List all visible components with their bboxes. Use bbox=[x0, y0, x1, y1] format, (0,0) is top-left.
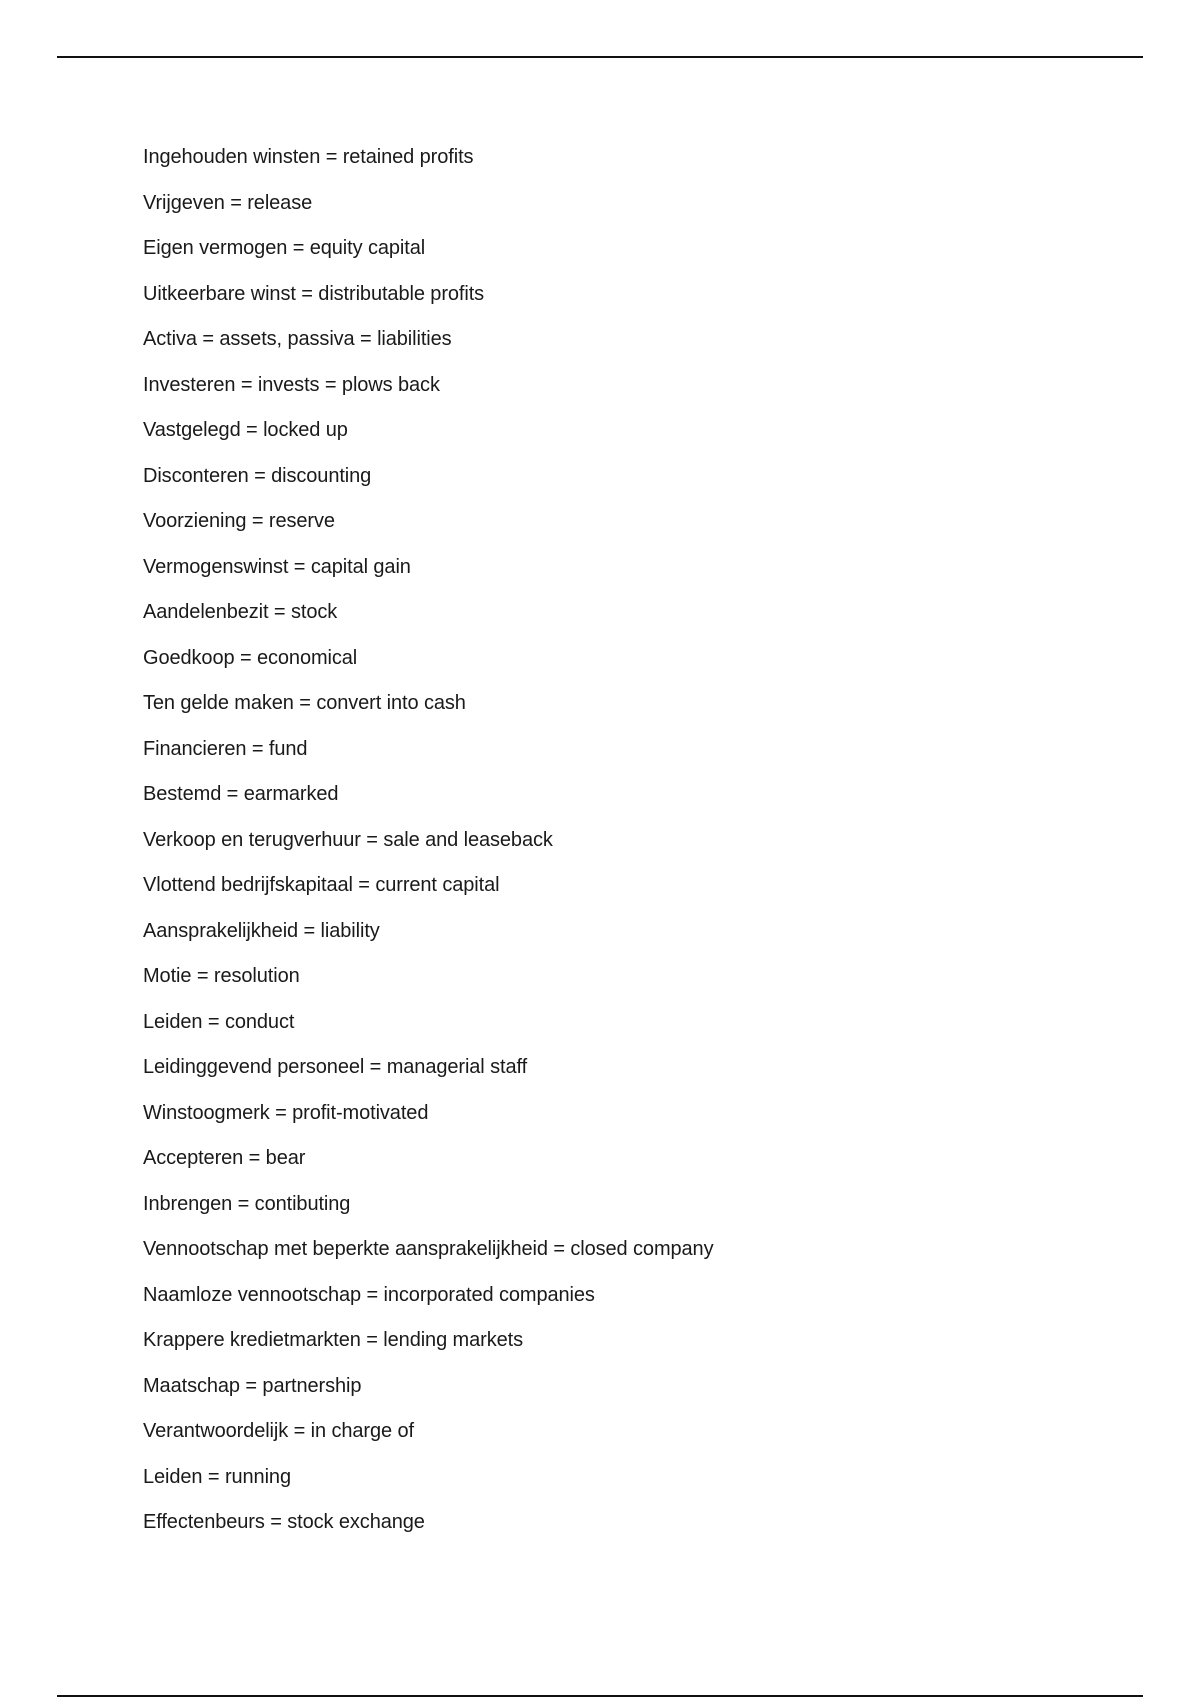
footer-rule bbox=[57, 1695, 1143, 1697]
glossary-entry: Vermogenswinst = capital gain bbox=[143, 555, 411, 578]
header-rule bbox=[57, 56, 1143, 58]
glossary-entry: Eigen vermogen = equity capital bbox=[143, 237, 426, 259]
glossary-entry: Investeren = invests = plows back bbox=[143, 373, 440, 396]
glossary-entry: Disconteren = discounting bbox=[143, 464, 372, 487]
glossary-entry: Bestemd = earmarked bbox=[143, 783, 339, 805]
glossary-entry: Voorziening = reserve bbox=[143, 510, 335, 532]
glossary-entry: Vastgelegd = locked up bbox=[143, 419, 348, 441]
glossary-entry: Accepteren = bear bbox=[143, 1147, 306, 1169]
glossary-entry: Activa = assets, passiva = liabilities bbox=[143, 328, 452, 350]
glossary-entry: Leidinggevend personeel = managerial staff bbox=[143, 1056, 528, 1078]
glossary-entry: Vlottend bedrijfskapitaal = current capital bbox=[143, 874, 500, 896]
glossary-entry: Naamloze vennootschap = incorporated companies bbox=[143, 1283, 595, 1306]
glossary-entry: Leiden = running bbox=[143, 1465, 291, 1488]
glossary-entry: Goedkoop = economical bbox=[143, 646, 358, 669]
glossary-entry: Motie = resolution bbox=[143, 965, 300, 987]
glossary-entry: Ten gelde maken = convert into cash bbox=[143, 692, 466, 714]
glossary-entry: Uitkeerbare winst = distributable profits bbox=[143, 282, 485, 305]
glossary-entry: Leiden = conduct bbox=[143, 1010, 295, 1033]
glossary-entry: Financieren = fund bbox=[143, 737, 308, 760]
glossary-entry: Verantwoordelijk = in charge of bbox=[143, 1420, 414, 1442]
glossary-entry: Maatschap = partnership bbox=[143, 1374, 362, 1397]
glossary-entry: Effectenbeurs = stock exchange bbox=[143, 1511, 425, 1533]
glossary-entry: Krappere kredietmarkten = lending markets bbox=[143, 1329, 523, 1351]
glossary-entry: Aandelenbezit = stock bbox=[143, 601, 338, 623]
glossary-entry: Ingehouden winsten = retained profits bbox=[143, 146, 474, 168]
glossary-entry: Vrijgeven = release bbox=[143, 191, 313, 214]
glossary-entry: Vennootschap met beperkte aansprakelijkheid = closed company bbox=[143, 1238, 714, 1260]
glossary-entry: Verkoop en terugverhuur = sale and leaseback bbox=[143, 828, 553, 851]
glossary-entry: Inbrengen = contibuting bbox=[143, 1192, 351, 1215]
glossary-entry: Winstoogmerk = profit-motivated bbox=[143, 1101, 429, 1124]
glossary-entry: Aansprakelijkheid = liability bbox=[143, 919, 380, 942]
glossary-list bbox=[143, 142, 713, 1553]
